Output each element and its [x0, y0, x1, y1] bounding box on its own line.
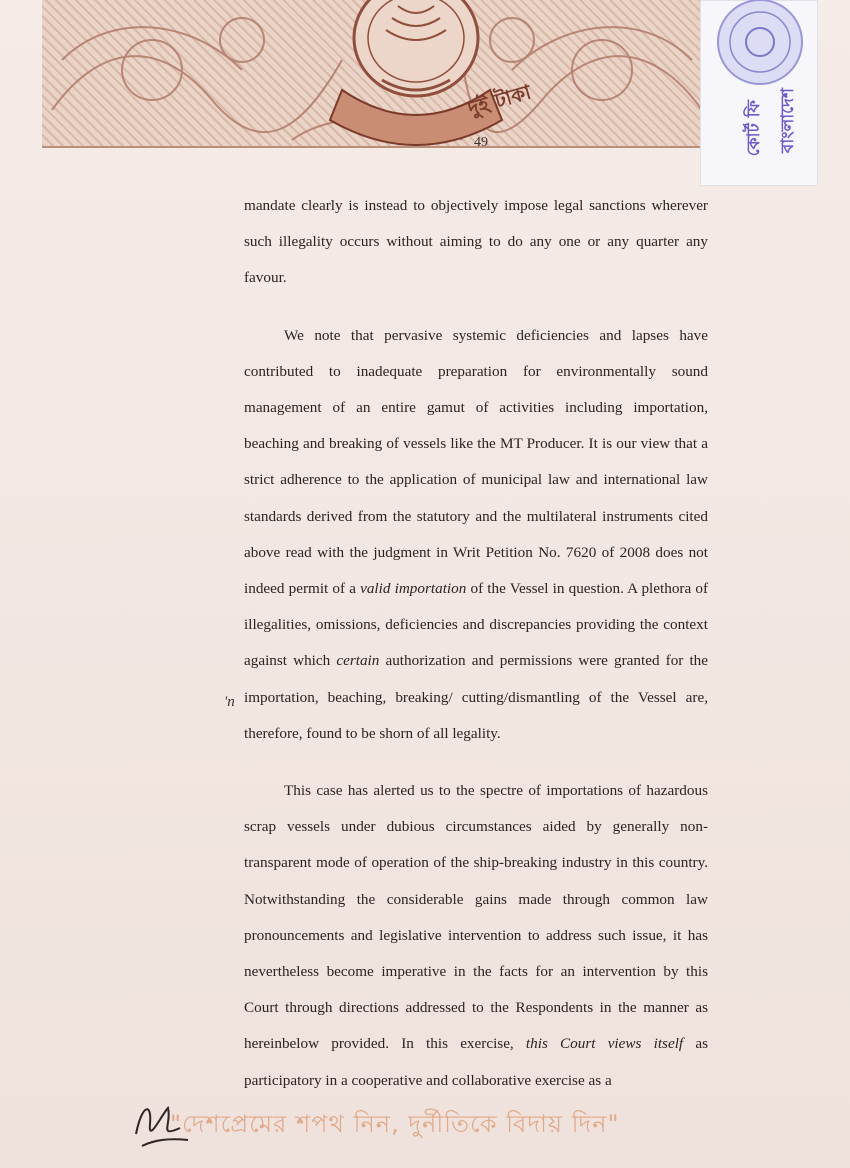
- margin-note: 'n: [224, 694, 235, 710]
- paragraph: [244, 318, 708, 752]
- emphasis-text: this Court views itself: [525, 1035, 684, 1053]
- stamp-country-text: বাংলাদেশ: [778, 88, 798, 154]
- judgment-text: [244, 188, 708, 1099]
- paragraph-text: authorization and permissions were granted for the importation, beaching, breaking/ cutting/dismantling of the Vessel are, therefore, found to be shorn of all legality.: [244, 652, 708, 742]
- page-number: 49: [474, 135, 488, 150]
- paragraph-text: We note that pervasive systemic deficiencies and lapses have contributed to inadequate preparation for environmentally sound management of an entire gamut of activities including importation, beaching and breaking of vessels like the MT Producer. It is our view that a strict adherence to the application of municipal law and international law standards derived from the statutory and the multilateral instruments cited above read with the judgment in Writ Petition No. 7620 of 2008 does not indeed permit of a: [244, 326, 708, 598]
- emphasis-text: valid importation: [360, 580, 467, 598]
- paragraph: [244, 188, 708, 297]
- paragraph-text: This case has alerted us to the spectre of importations of hazardous scrap vessels under dubious circumstances aided by generally non-transparent mode of operation of the ship-breaking industry in this country. Notwithstanding the considerable gains made through common law pronouncements and legislative intervention to address such issue, it has nevertheless become imperative in the facts for an intervention by this Court through directions addressed to the Respondents in the manner as hereinbelow provided. In this exercise,: [244, 782, 708, 1053]
- stamp-paper-band: [42, 0, 718, 148]
- bangladesh-emblem-icon: [354, 0, 478, 96]
- footer-slogan: "দেশপ্রেমের শপথ নিন, দুর্নীতিকে বিদায় দিন": [170, 1110, 620, 1138]
- paragraph-text: mandate clearly is instead to objectively impose legal sanctions wherever such illegality occurs without aiming to do any one or any quarter any favour.: [244, 197, 708, 287]
- emphasis-text: certain: [336, 652, 380, 670]
- stamp-fee-text: কোর্ট ফি: [744, 100, 764, 157]
- paragraph-text: as participatory in a cooperative and collaborative exercise as a: [244, 1035, 708, 1089]
- court-fee-stamp: [700, 0, 818, 186]
- ornament-icon: [42, 0, 718, 146]
- paragraph: [244, 773, 708, 1099]
- paragraph-text: of the Vessel in question. A plethora of illegalities, omissions, deficiencies and discrepancies providing the context against which: [244, 580, 709, 670]
- stamp-denomination: দুই টাকা: [465, 79, 534, 121]
